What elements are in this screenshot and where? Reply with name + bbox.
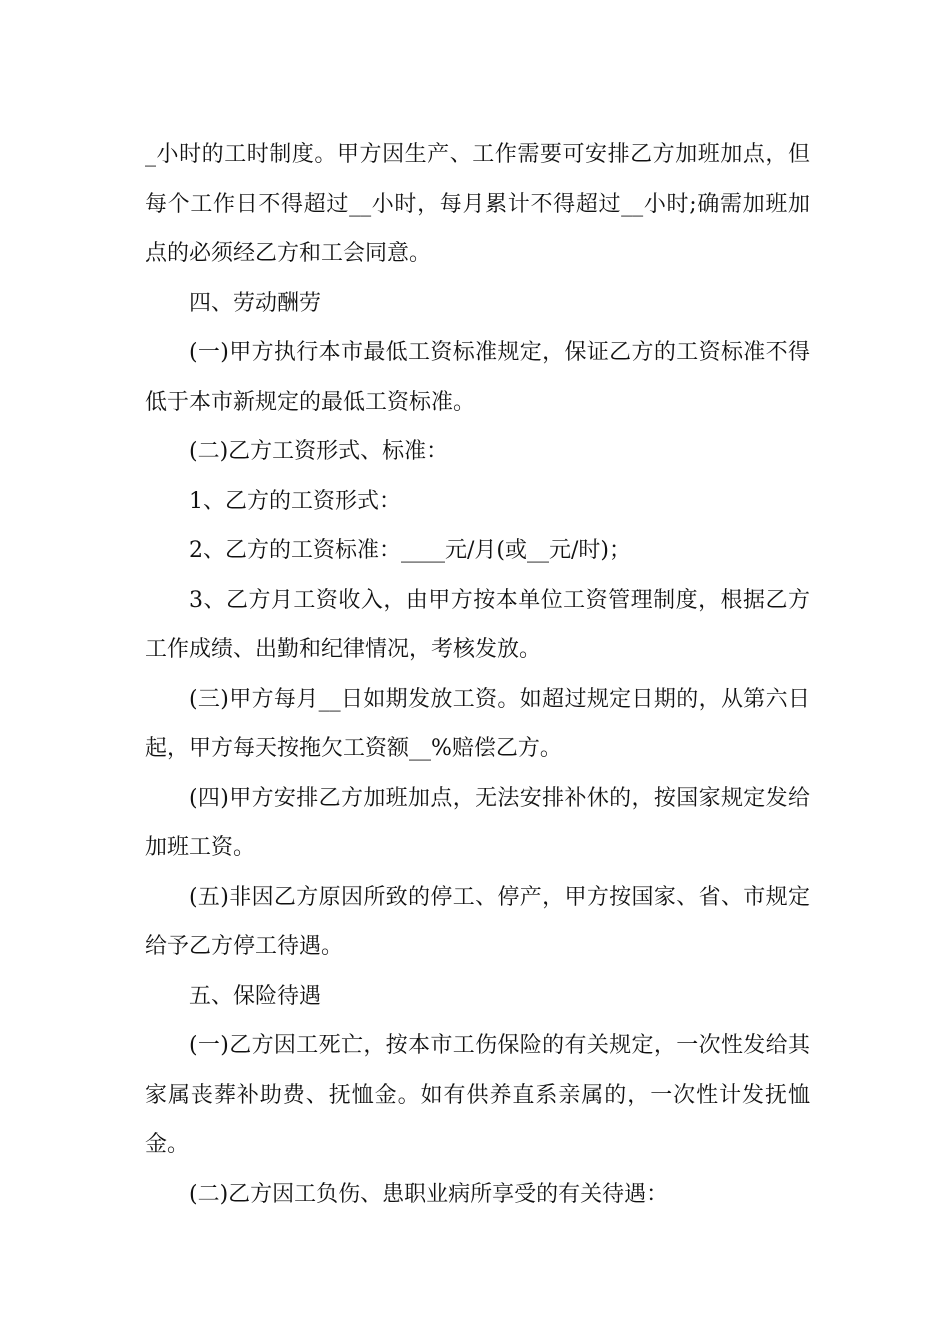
section-heading-labor-remuneration: 四、劳动酬劳 <box>189 290 322 316</box>
paragraph-work-injury: (二)乙方因工负伤、患职业病所享受的有关待遇： <box>189 1181 669 1207</box>
section-heading-insurance: 五、保险待遇 <box>189 983 322 1009</box>
paragraph-monthly-income: 3、乙方月工资收入，由甲方按本单位工资管理制度，根据乙方工作成绩、出勤和纪律情况，考核发放。 <box>145 587 810 662</box>
paragraph-payment-date: (三)甲方每月__日如期发放工资。如超过规定日期的，从第六日起，甲方每天按拖欠工资额__%赔偿乙方。 <box>145 686 810 761</box>
paragraph-wage-form-standard: (二)乙方工资形式、标准： <box>189 439 449 464</box>
paragraph-wage-form: 1、乙方的工资形式： <box>189 488 401 514</box>
paragraph-minimum-wage: (一)甲方执行本市最低工资标准规定，保证乙方的工资标准不得低于本市新规定的最低工资标准。 <box>145 340 810 415</box>
paragraph-wage-standard: 2、乙方的工资标准：____元/月(或__元/时)； <box>189 538 631 563</box>
paragraph-overtime-pay: (四)甲方安排乙方加班加点，无法安排补休的，按国家规定发给加班工资。 <box>145 785 810 860</box>
paragraph-work-death: (一)乙方因工死亡，按本市工伤保险的有关规定，一次性发给其家属丧葬补助费、抚恤金。如有供养直系亲属的，一次性计发抚恤金。 <box>145 1033 810 1157</box>
paragraph-work-stoppage: (五)非因乙方原因所致的停工、停产，甲方按国家、省、市规定给予乙方停工待遇。 <box>145 884 810 959</box>
paragraph-working-hours: _小时的工时制度。甲方因生产、工作需要可安排乙方加班加点，但每个工作日不得超过__小时，每月累计不得超过__小时;确需加班加点的必须经乙方和工会同意。 <box>145 142 810 266</box>
document-page <box>145 130 810 1219</box>
